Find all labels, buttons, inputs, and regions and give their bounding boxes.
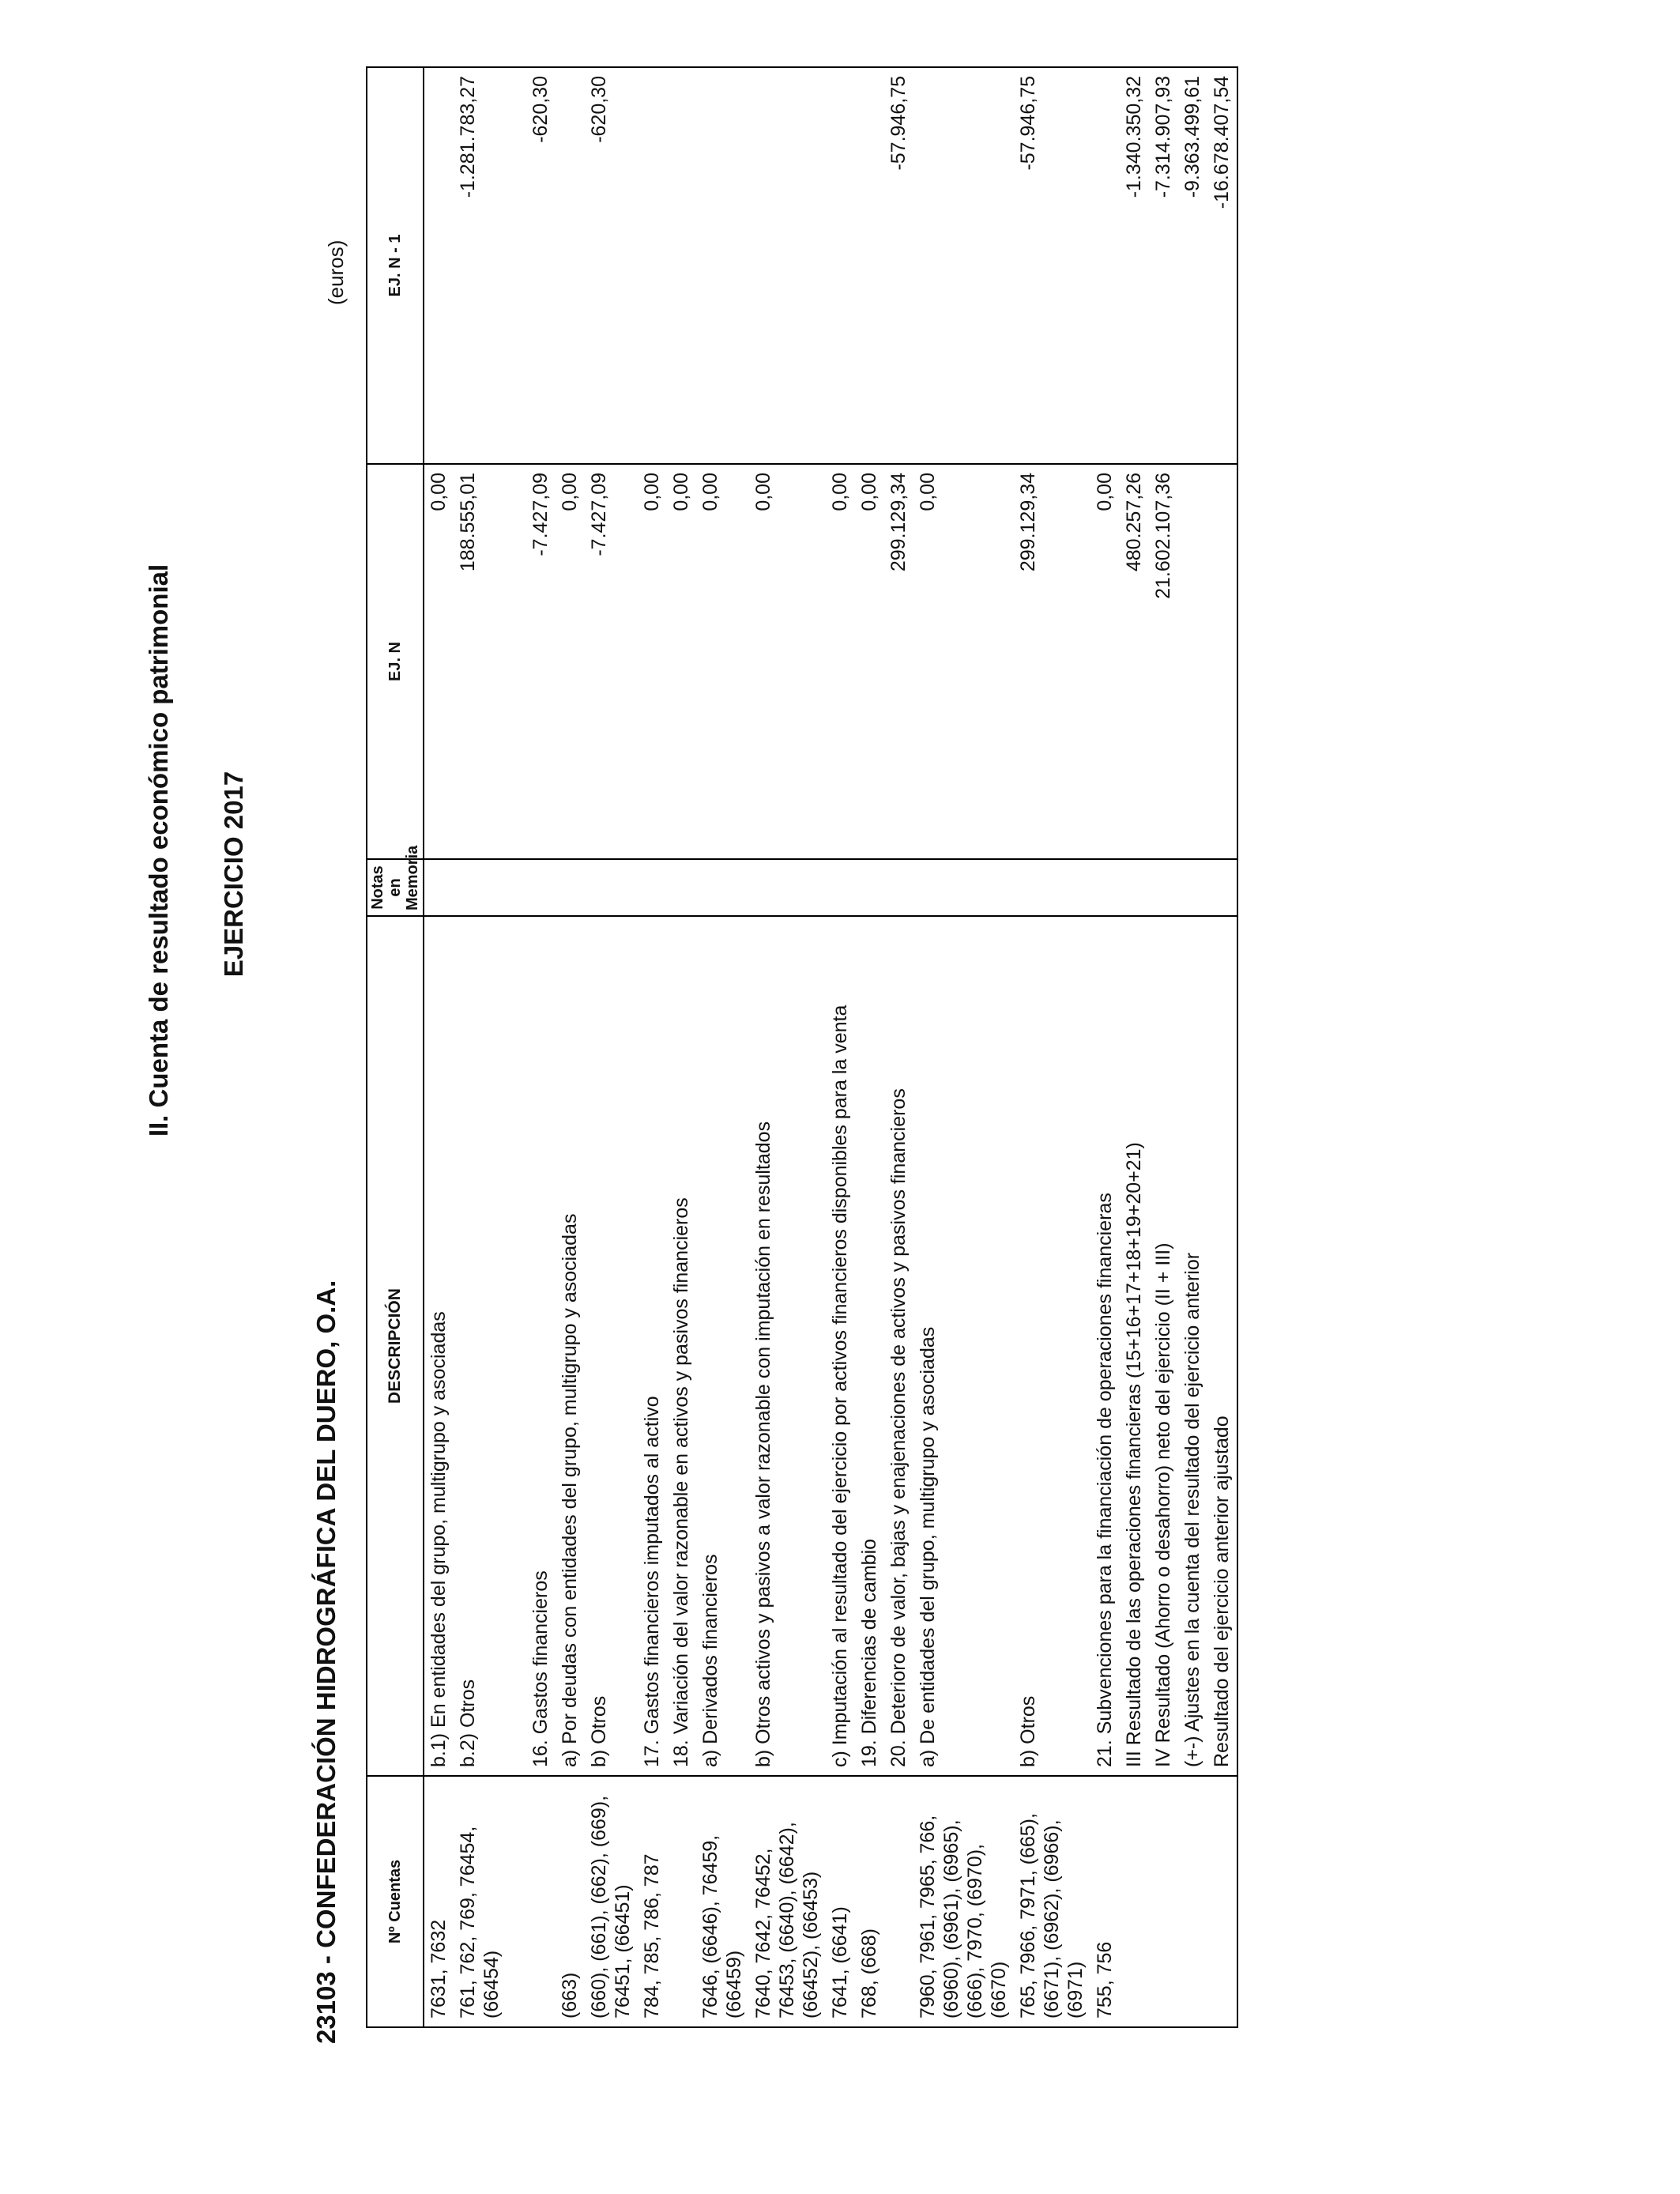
column-header-ej-n1: EJ. N - 1 (367, 67, 424, 464)
table-row (556, 67, 585, 2027)
cell-descripcion: b) Otros activos y pasivos a valor razonable con imputación en resultados (749, 916, 826, 1776)
cell-notas (585, 859, 638, 916)
cell-ej-n (1178, 464, 1207, 859)
cell-cuentas (1178, 1776, 1207, 2027)
cell-ej-n1 (556, 67, 585, 464)
column-header-cuentas: Nº Cuentas (367, 1776, 424, 2027)
table-header-row (367, 67, 424, 2027)
cell-cuentas (507, 1776, 556, 2027)
table-row (855, 67, 884, 2027)
cell-notas (826, 859, 855, 916)
cell-ej-n1 (855, 67, 884, 464)
cell-descripcion: 20. Deterioro de valor, bajas y enajenaciones de activos y pasivos financieros (884, 916, 913, 1776)
cell-notas (454, 859, 507, 916)
table-row (913, 67, 1014, 2027)
cell-ej-n: 0,00 (424, 464, 454, 859)
cell-notas (884, 859, 913, 916)
cell-ej-n: 0,00 (556, 464, 585, 859)
cell-notas (507, 859, 556, 916)
cell-notas (667, 859, 696, 916)
table-row (585, 67, 638, 2027)
cell-ej-n1: -1.340.350,32 (1120, 67, 1149, 464)
cell-ej-n: 0,00 (913, 464, 1014, 859)
cell-ej-n: 299.129,34 (1014, 464, 1090, 859)
cell-descripcion: Resultado del ejercicio anterior ajustado (1207, 916, 1237, 1776)
cell-cuentas: 761, 762, 769, 76454, (66454) (454, 1776, 507, 2027)
cell-descripcion: 21. Subvenciones para la financiación de operaciones financieras (1090, 916, 1120, 1776)
table-row (1149, 67, 1178, 2027)
income-statement-table (366, 66, 1238, 2028)
cell-ej-n: 21.602.107,36 (1149, 464, 1178, 859)
cell-descripcion: b.2) Otros (454, 916, 507, 1776)
cell-cuentas: 7640, 7642, 76452, 76453, (6640), (6642), (66452), (66453) (749, 1776, 826, 2027)
cell-ej-n: 0,00 (696, 464, 749, 859)
table-row (638, 67, 667, 2027)
cell-cuentas (1149, 1776, 1178, 2027)
column-header-ej-n: EJ. N (367, 464, 424, 859)
table-row (1014, 67, 1090, 2027)
cell-cuentas (667, 1776, 696, 2027)
table-row (749, 67, 826, 2027)
cell-descripcion: (+-) Ajustes en la cuenta del resultado del ejercicio anterior (1178, 916, 1207, 1776)
cell-ej-n1: -1.281.783,27 (454, 67, 507, 464)
table-row (667, 67, 696, 2027)
table-row (696, 67, 749, 2027)
cell-cuentas: (660), (661), (662), (669), 76451, (66451) (585, 1776, 638, 2027)
cell-ej-n (1207, 464, 1237, 859)
cell-descripcion: a) Por deudas con entidades del grupo, multigrupo y asociadas (556, 916, 585, 1776)
cell-ej-n: 0,00 (826, 464, 855, 859)
cell-cuentas: (663) (556, 1776, 585, 2027)
column-header-descripcion: DESCRIPCIÓN (367, 916, 424, 1776)
cell-ej-n: 0,00 (855, 464, 884, 859)
cell-descripcion: 18. Variación del valor razonable en activos y pasivos financieros (667, 916, 696, 1776)
cell-descripcion: 17. Gastos financieros imputados al activo (638, 916, 667, 1776)
cell-descripcion: 16. Gastos financieros (507, 916, 556, 1776)
cell-cuentas: 7641, (6641) (826, 1776, 855, 2027)
fiscal-year-heading: EJERCICIO 2017 (219, 771, 248, 978)
cell-descripcion: a) De entidades del grupo, multigrupo y asociadas (913, 916, 1014, 1776)
cell-cuentas (1207, 1776, 1237, 2027)
cell-ej-n1 (638, 67, 667, 464)
units-label: (euros) (324, 239, 348, 305)
cell-ej-n1 (696, 67, 749, 464)
entity-heading: 23103 - CONFEDERACIÓN HIDROGRÁFICA DEL DUERO, O.A. (311, 1280, 341, 2044)
cell-notas (1014, 859, 1090, 916)
cell-cuentas: 755, 756 (1090, 1776, 1120, 2027)
cell-ej-n: -7.427,09 (585, 464, 638, 859)
cell-notas (749, 859, 826, 916)
cell-ej-n: 0,00 (749, 464, 826, 859)
cell-notas (913, 859, 1014, 916)
cell-ej-n: 0,00 (638, 464, 667, 859)
cell-ej-n1: -620,30 (585, 67, 638, 464)
cell-cuentas: 7960, 7961, 7965, 766, (6960), (6961), (6965), (666), 7970, (6970), (6670) (913, 1776, 1014, 2027)
page-title: II. Cuenta de resultado económico patrimonial (144, 564, 173, 1137)
table-row (1090, 67, 1120, 2027)
cell-notas (1090, 859, 1120, 916)
table-row (884, 67, 913, 2027)
cell-ej-n1: -620,30 (507, 67, 556, 464)
cell-cuentas: 765, 7966, 7971, (665), (6671), (6962), (6966), (6971) (1014, 1776, 1090, 2027)
cell-descripcion: III Resultado de las operaciones financieras (15+16+17+18+19+20+21) (1120, 916, 1149, 1776)
cell-notas (696, 859, 749, 916)
cell-ej-n1 (913, 67, 1014, 464)
cell-notas (556, 859, 585, 916)
cell-descripcion: b) Otros (1014, 916, 1090, 1776)
cell-notas (1120, 859, 1149, 916)
cell-ej-n1 (667, 67, 696, 464)
cell-ej-n1: -57.946,75 (1014, 67, 1090, 464)
cell-descripcion: b) Otros (585, 916, 638, 1776)
cell-notas (855, 859, 884, 916)
cell-cuentas (884, 1776, 913, 2027)
cell-ej-n1 (1090, 67, 1120, 464)
cell-ej-n1 (826, 67, 855, 464)
table-row (507, 67, 556, 2027)
cell-descripcion: IV Resultado (Ahorro o desahorro) neto del ejercicio (II + III) (1149, 916, 1178, 1776)
cell-descripcion: 19. Diferencias de cambio (855, 916, 884, 1776)
cell-cuentas: 7646, (6646), 76459, (66459) (696, 1776, 749, 2027)
cell-notas (638, 859, 667, 916)
table-row (1178, 67, 1207, 2027)
column-header-notas: Notas en Memoria (367, 859, 424, 916)
cell-descripcion: b.1) En entidades del grupo, multigrupo y asociadas (424, 916, 454, 1776)
cell-ej-n1 (424, 67, 454, 464)
cell-ej-n: 0,00 (667, 464, 696, 859)
cell-notas (1178, 859, 1207, 916)
cell-ej-n: 299.129,34 (884, 464, 913, 859)
cell-cuentas (1120, 1776, 1149, 2027)
cell-ej-n: 188.555,01 (454, 464, 507, 859)
cell-notas (1149, 859, 1178, 916)
cell-ej-n1 (749, 67, 826, 464)
cell-ej-n1: -9.363.499,61 (1178, 67, 1207, 464)
cell-descripcion: c) Imputación al resultado del ejercicio por activos financieros disponibles para la venta (826, 916, 855, 1776)
cell-cuentas: 7631, 7632 (424, 1776, 454, 2027)
cell-descripcion: a) Derivados financieros (696, 916, 749, 1776)
cell-notas (1207, 859, 1237, 916)
cell-ej-n1: -57.946,75 (884, 67, 913, 464)
cell-cuentas: 784, 785, 786, 787 (638, 1776, 667, 2027)
table-row (454, 67, 507, 2027)
table-row (826, 67, 855, 2027)
table-row (1120, 67, 1149, 2027)
table-row (424, 67, 454, 2027)
cell-ej-n1: -16.678.407,54 (1207, 67, 1237, 464)
cell-ej-n: 480.257,26 (1120, 464, 1149, 859)
cell-ej-n: -7.427,09 (507, 464, 556, 859)
cell-ej-n1: -7.314.907,93 (1149, 67, 1178, 464)
cell-notas (424, 859, 454, 916)
cell-cuentas: 768, (668) (855, 1776, 884, 2027)
table-row (1207, 67, 1237, 2027)
table-body (424, 67, 1237, 2027)
cell-ej-n: 0,00 (1090, 464, 1120, 859)
